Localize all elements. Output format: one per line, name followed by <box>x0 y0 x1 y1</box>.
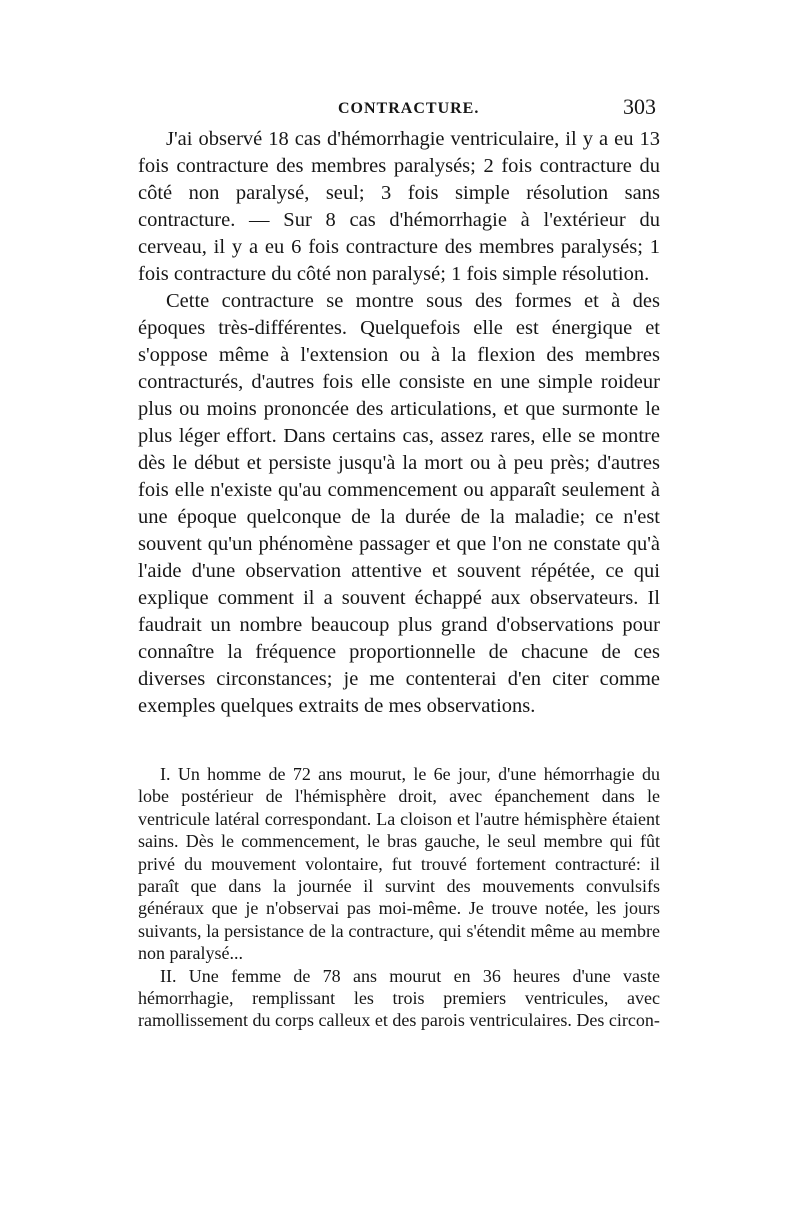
observation-item: I. Un homme de 72 ans mourut, le 6e jour, d'une hémorrhagie du lobe postérieur de l'hémisphère droit, avec épanchement dans le ventricule latéral correspondant. La cloison et l'autre hémisphère étaient sains. Dès le commencement, le bras gauche, le seul membre qui fût privé du mouvement volontaire, fut trouvé fortement contracturé: il paraît que dans la journée il survint des mouvements convulsifs généraux que je n'observai pas moi-même. Je trouve notée, les jours suivants, la persistance de la contracture, qui s'étendit même au membre non paralysé... <box>138 764 660 964</box>
page-header <box>138 92 660 126</box>
observation-item: II. Une femme de 78 ans mourut en 36 heures d'une vaste hémorrhagie, remplissant les trois premiers ventricules, avec ramollissement du corps calleux et des parois ventriculaires. Des circon- <box>138 965 660 1031</box>
paragraph: Cette contracture se montre sous des formes et à des époques très-différentes. Quelquefois elle est énergique et s'oppose même à l'extension ou à la flexion des membres contracturés, d'autres fois elle consiste en une simple roideur plus ou moins prononcée des articulations, et que surmonte le plus léger effort. Dans certains cas, assez rares, elle se montre dès le début et persiste jusqu'à la mort ou à peu près; d'autres fois elle n'existe qu'au commencement ou apparaît seulement à une époque quelconque de la durée de la maladie; ce n'est souvent qu'un phénomène passager et que l'on ne constate qu'à l'aide d'une observation attentive et souvent répétée, ce qui explique comment il a souvent échappé aux observateurs. Il faudrait un nombre beaucoup plus grand d'observations pour connaître la fréquence proportionnelle de chacune de ces diverses circonstances; je me contenterai d'en citer comme exemples quelques extraits de mes observations. <box>138 290 660 717</box>
paragraph: J'ai observé 18 cas d'hémorrhagie ventriculaire, il y a eu 13 fois contracture des membres paralysés; 2 fois contracture du côté non paralysé, seul; 3 fois simple résolution sans contracture. — Sur 8 cas d'hémorrhagie à l'extérieur du cerveau, il y a eu 6 fois contracture des membres paralysés; 1 fois contracture du côté non paralysé; 1 fois simple résolution. <box>138 128 660 285</box>
running-head: CONTRACTURE. <box>338 100 480 117</box>
observation-extracts <box>138 763 660 1032</box>
page-number: 303 <box>623 94 656 119</box>
main-text <box>138 126 660 720</box>
